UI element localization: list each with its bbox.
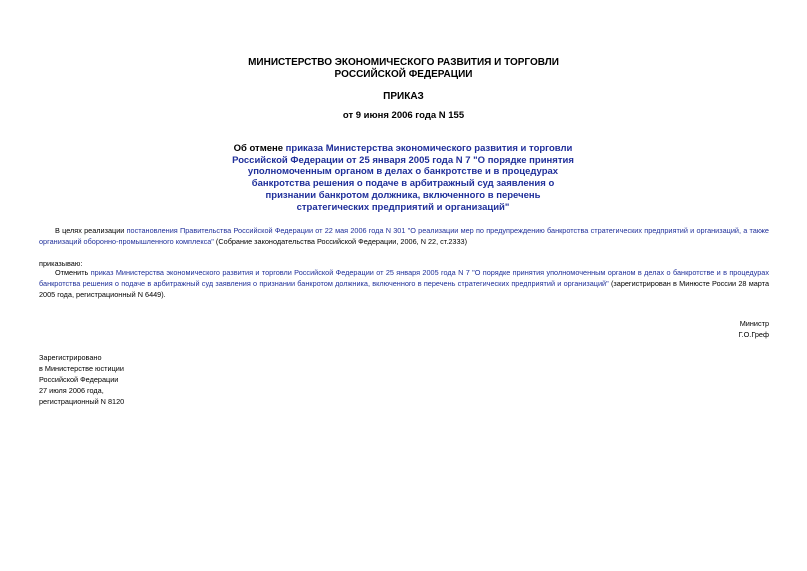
registration-line-4: 27 июля 2006 года, [39, 386, 104, 395]
signature-position: Министр [739, 319, 769, 328]
order-subject [228, 143, 578, 213]
order-title: ПРИКАЗ [383, 91, 424, 102]
ministry-line-2: РОССИЙСКОЙ ФЕДЕРАЦИИ [334, 69, 473, 80]
p1-prefix: В целях реализации [55, 226, 127, 235]
ministry-heading [0, 57, 807, 81]
registration-block [39, 352, 124, 407]
registration-line-3: Российской Федерации [39, 375, 119, 384]
p2-prefix: Отменить [55, 268, 91, 277]
signature-name: Г.О.Греф [738, 330, 769, 339]
paragraph-order [39, 267, 769, 301]
registration-line-5: регистрационный N 8120 [39, 397, 125, 406]
subject-link[interactable]: приказа Министерства экономического развития и торговли Российской Федерации от 25 января 2005 года N 7 "О порядке принятия уполномоченным органом в делах о банкротстве и в процедурах банкротства решения о подаче в арбитражный суд заявления о признании банкротом должника, включенного в перечень стратегических предприятий и организаций" [232, 143, 574, 213]
p1-link[interactable]: постановления Правительства Российской Федерации от 22 мая 2006 года N 301 "О реализации мер по предупреждению банкротства стратегических предприятий и организаций, а также организаций оборонно-промышленного комплекса" [39, 226, 769, 247]
registration-line-2: в Министерстве юстиции [39, 364, 124, 373]
p2-suffix: (зарегистрирован в Минюсте России 28 марта 2005 года, регистрационный N 6449). [39, 279, 770, 300]
paragraph-basis [39, 225, 769, 247]
p2-link[interactable]: приказ Министерства экономического развития и торговли Российской Федерации от 25 января 2005 года N 7 "О порядке принятия уполномоченным органом в делах о банкротстве и в процедурах банкротства решения о подаче в арбитражный суд заявления о признании банкротом должника, включенного в перечень стратегических предприятий и организаций" [39, 268, 770, 289]
p1-suffix: (Собрание законодательства Российской Федерации, 2006, N 22, ст.2333) [213, 237, 468, 247]
signature-block [739, 318, 769, 340]
ministry-line-1: МИНИСТЕРСТВО ЭКОНОМИЧЕСКОГО РАЗВИТИЯ И ТОРГОВЛИ [248, 57, 559, 68]
registration-line-1: Зарегистрировано [39, 353, 102, 362]
subject-prefix: Об отмене [233, 143, 286, 154]
order-date: от 9 июня 2006 года N 155 [342, 110, 465, 121]
orders-word: приказываю: [39, 259, 83, 268]
